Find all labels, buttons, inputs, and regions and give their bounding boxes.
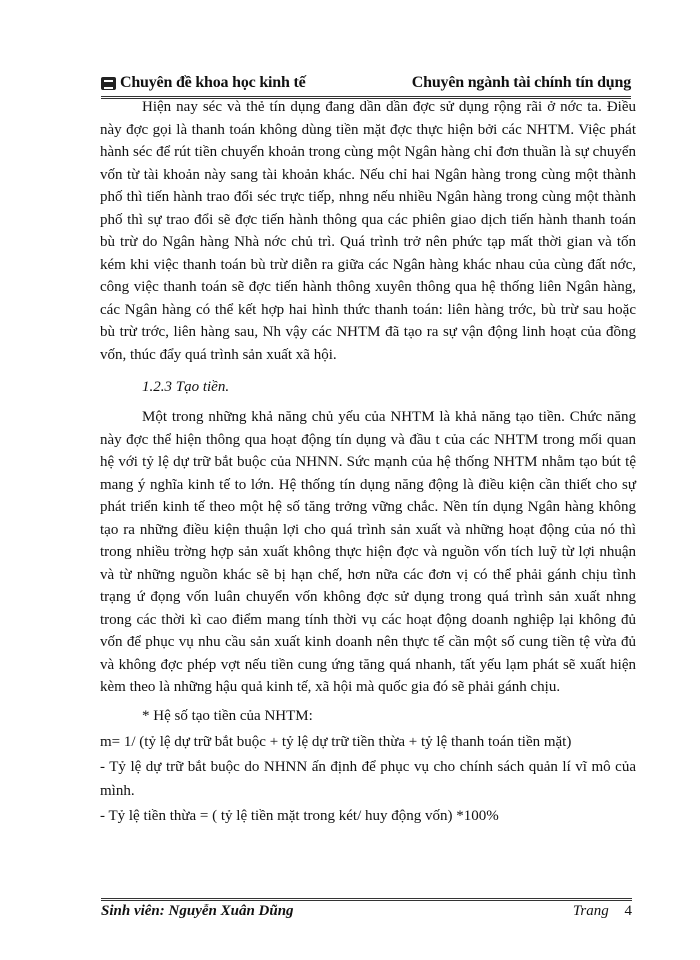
bullet-excess-reserve: - Tỷ lệ tiền thừa = ( tỷ lệ tiền mặt trong két/ huy động vốn) *100% bbox=[100, 807, 499, 824]
money-multiplier-formula: m= 1/ (tỷ lệ dự trữ bắt buộc + tỷ lệ dự trữ tiền thừa + tỷ lệ thanh toán tiền mặt) bbox=[100, 733, 572, 750]
paragraph-payment: Hiện nay séc và thẻ tín dụng đang dần dần đợc sử dụng rộng rãi ở nớc ta. Điều này đợc gọi là thanh toán không dùng tiền mặt đợc thực hiện bởi các NHTM. Việc phát hành séc để rút tiền chuyển khoản trong cùng một Ngân hàng chỉ đơn thuần là sự chuyển vốn từ tài khoản này sang tài khoản khác. Nếu chỉ hai Ngân hàng trong cùng một thành phố thì tiến hành trao đổi séc trực tiếp, nhng nếu nhiều Ngân hàng trong cùng một thành phố thì sự trao đổi sẽ đợc tiến hành thông qua các phiên giao dịch tiến hành thanh toán bù trừ do Ngân hàng Nhà nớc chủ trì. Quá trình trở nên phức tạp mất thời gian và tốn kém khi việc thanh toán bù trừ diễn ra giữa các Ngân hàng khác nhau của cùng đất nớc, công việc thanh toán sẽ đợc tiến hành thông xuyên thông qua hệ thống liên Ngân hàng, các Ngân hàng có thể kết hợp hai hình thức thanh toán: liên hàng trớc, bù trừ sau hoặc bù trừ trớc, liên hàng sau, Nh vậy các NHTM đã tạo ra sự vận động linh hoạt của đồng vốn, thúc đẩy quá trình sản xuất xã hội. bbox=[100, 99, 636, 363]
header-logo-icon bbox=[101, 77, 116, 90]
footer-page-number: 4 bbox=[624, 903, 632, 919]
footer-page bbox=[573, 903, 632, 920]
paragraph-money-creation: Một trong những khả năng chủ yếu của NHTM là khả năng tạo tiền. Chức năng này đợc thể hiện thông qua hoạt động tín dụng và đầu t của các NHTM trong mối quan hệ với tỷ lệ dự trữ bắt buộc của NHNN. Sức mạnh của hệ thống NHTM nhằm tạo bút tệ mang ý nghĩa kinh tế to lớn. Hệ thống tín dụng năng động là điều kiện cần thiết cho sự phát triển kinh tế theo một hệ số tăng trởng vững chắc. Nền tín dụng Ngân hàng không tạo ra những điều kiện thuận lợi cho quá trình sản xuất và những hoạt động của nó thì trong nhiều trờng hợp sản xuất không thực hiện đợc và nguồn vốn tích luỹ từ lợi nhuận và từ những nguồn khác sẽ bị hạn chế, hơn nữa các đơn vị có thể phải gánh chịu tình trạng ứ đọng vốn luân chuyển vốn không đợc sử dụng trong quá trình sản xuất nhng trong các thời kì cao điểm mang tính thời vụ các hoạt động doanh nghiệp lại không đủ vốn để phục vụ nhu cầu sản xuất kinh doanh nên thực tế cần một số cung tiền tệ vừa đủ và không đợc phép vợt nếu tiền cung ứng tăng quá nhanh, tất yếu lạm phát sẽ xuất hiện kèm theo là những hậu quả kinh tế, xã hội mà quốc gia đó sẽ phải gánh chịu. bbox=[100, 409, 636, 695]
footer-student-name: Sinh viên: Nguyễn Xuân Dũng bbox=[101, 903, 294, 919]
section-title: 1.2.3 Tạo tiền. bbox=[142, 379, 230, 395]
coefficient-heading: * Hệ số tạo tiền của NHTM: bbox=[142, 707, 313, 724]
header-right-title: Chuyên ngành tài chính tín dụng bbox=[411, 74, 631, 91]
formula-block bbox=[100, 703, 636, 755]
bullet-required-reserve: - Tỷ lệ dự trữ bắt buộc do NHNN ấn định để phục vụ cho chính sách quản lí vĩ mô của mình. bbox=[100, 758, 636, 799]
page-footer bbox=[101, 898, 632, 923]
footer-page-label: Trang bbox=[572, 903, 609, 919]
header-left-title: Chuyên đề khoa học kinh tế bbox=[120, 74, 306, 91]
page-content bbox=[100, 96, 636, 829]
